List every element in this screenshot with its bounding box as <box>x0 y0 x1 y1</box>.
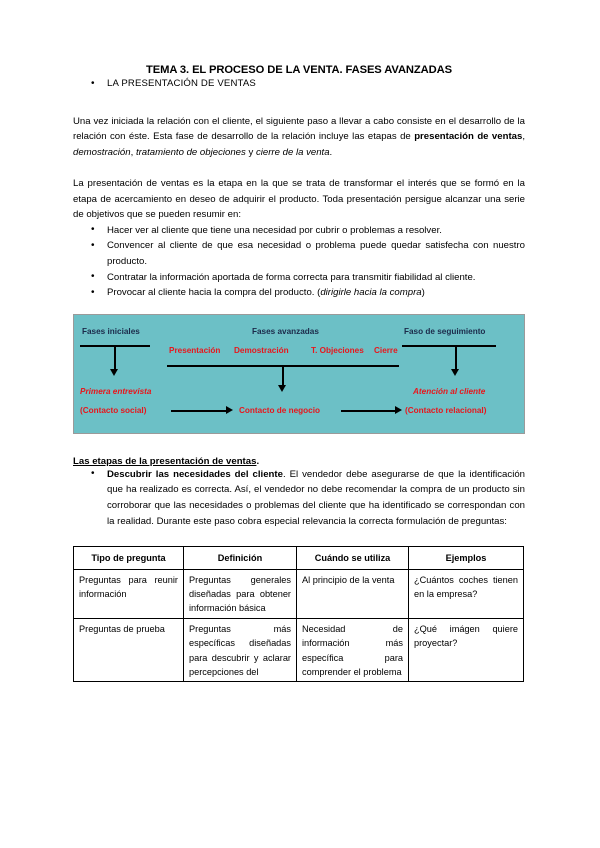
list-item <box>73 223 525 239</box>
table-cell-tipo: Preguntas de prueba <box>74 618 184 682</box>
intro-part5: . <box>329 146 333 158</box>
diagram-left-outcome-line2: (Contacto social) <box>80 405 147 415</box>
intro-paragraph <box>73 114 525 161</box>
objective-italic: dirigirle hacia la compra <box>320 287 422 299</box>
second-paragraph: La presentación de ventas es la etapa en la que se trata de transformar el interés que se formó en la etapa de acercamiento en deseo de adquirir el producto. Toda presentación persigue alcanzar una serie de objetivos que se pueden resumir en: <box>73 177 525 221</box>
intro-part1: Una vez iniciada la relación con el cliente, el siguiente paso a llevar a cabo consiste en el desarrollo de la relación con éste. Esta fase de desarrollo de la relación incluye las etapas de <box>73 115 525 143</box>
section-heading <box>73 456 525 467</box>
objective-text: Contratar la información aportada de forma correcta para transmitir fiabilidad al cliente. <box>107 271 476 283</box>
section-heading-period: . <box>256 455 260 467</box>
table-cell-cuando: Necesidad de información más específica para comprender el problema <box>297 618 409 682</box>
intro-italic2: tratamiento de objeciones <box>135 146 246 158</box>
diagram-left-arrowhead-icon <box>110 369 118 376</box>
diagram-flow-line-1 <box>171 410 228 412</box>
diagram-phase-cierre: Cierre <box>374 345 398 355</box>
diagram-right-vline <box>455 345 457 371</box>
table-cell-definicion: Preguntas generales diseñadas para obtener información básica <box>184 569 297 618</box>
intro-italic1: demostración <box>73 146 131 158</box>
diagram-right-outcome-line2: (Contacto relacional) <box>405 405 487 415</box>
list-item <box>73 285 525 301</box>
diagram-center-arrowhead-icon <box>278 385 286 392</box>
section-heading-text: Las etapas de la presentación de ventas <box>73 455 257 467</box>
table-cell-ejemplos: ¿Cuántos coches tienen en la empresa? <box>409 569 524 618</box>
page-title: TEMA 3. EL PROCESO DE LA VENTA. FASES AVANZADAS <box>146 64 452 76</box>
table-header-cuando: Cuándo se utiliza <box>297 547 409 569</box>
diagram-right-arrowhead-icon <box>451 369 459 376</box>
stages-list <box>73 467 525 529</box>
objectives-list <box>73 223 525 301</box>
document-content <box>73 0 525 682</box>
objective-text: Provocar al cliente hacia la compra del producto. ( <box>107 287 321 299</box>
intro-part2: , <box>522 131 526 143</box>
diagram-center-outcome: Contacto de negocio <box>239 405 320 415</box>
intro-part4: y <box>245 146 256 158</box>
diagram-phase-objeciones: T. Objeciones <box>311 345 364 355</box>
diagram-right-hline <box>402 345 496 347</box>
question-types-table <box>73 546 524 682</box>
discover-bullet-rest: . El vendedor debe asegurarse de que la identificación que ha realizado es correcta. Así, el vendedor no debe recomendar la compra de un producto sin corroborar que las necesidades o problemas del cliente que ha identificado se correspondan con la realidad. Durante este paso cobra especial relevancia la correcta formulación de preguntas: <box>107 468 525 527</box>
objective-close: ) <box>421 287 425 299</box>
list-item <box>73 238 525 269</box>
table-row <box>74 569 524 618</box>
table-header-tipo: Tipo de pregunta <box>74 547 184 569</box>
list-item <box>73 76 525 92</box>
intro-bold1: presentación de ventas <box>414 131 523 143</box>
table-cell-tipo: Preguntas para reunir información <box>74 569 184 618</box>
diagram-phase-presentacion: Presentación <box>169 345 221 355</box>
diagram-left-vline <box>114 345 116 371</box>
diagram-left-outcome-line1: Primera entrevista <box>80 386 152 396</box>
table-header-definicion: Definición <box>184 547 297 569</box>
table-header-ejemplos: Ejemplos <box>409 547 524 569</box>
diagram-right-outcome-line1: Atención al cliente <box>413 386 486 396</box>
list-item <box>73 270 525 286</box>
list-item <box>73 467 525 529</box>
discover-bullet-bold: Descubrir las necesidades del cliente <box>107 468 283 480</box>
table-cell-ejemplos: ¿Qué imágen quiere proyectar? <box>409 618 524 682</box>
objective-text: Hacer ver al cliente que tiene una necesidad por cubrir o problemas a resolver. <box>107 224 442 236</box>
intro-italic3: cierre de la venta <box>255 146 330 158</box>
section-bullet-list <box>73 76 525 92</box>
diagram-flow-arrowhead-1-icon <box>226 406 233 414</box>
diagram-flow-arrowhead-2-icon <box>395 406 402 414</box>
objective-text: Convencer al cliente de que esa necesidad o problema puede quedar satisfecha con nuestro producto. <box>107 240 525 267</box>
table-cell-definicion: Preguntas más específicas diseñadas para descubrir y aclarar percepciones del <box>184 618 297 682</box>
table-header-row <box>74 547 524 569</box>
section-bullet-label: LA PRESENTACIÓN DE VENTAS <box>107 78 256 89</box>
diagram-flow-line-2 <box>341 410 397 412</box>
table-cell-cuando: Al principio de la venta <box>297 569 409 618</box>
sales-phases-diagram <box>73 314 525 434</box>
table-row <box>74 618 524 682</box>
diagram-left-title: Fases iniciales <box>82 326 140 336</box>
diagram-right-title: Faso de seguimiento <box>404 326 486 336</box>
diagram-center-title: Fases avanzadas <box>252 326 319 336</box>
diagram-phase-demostracion: Demostración <box>234 345 289 355</box>
intro-part3: , <box>130 146 136 158</box>
